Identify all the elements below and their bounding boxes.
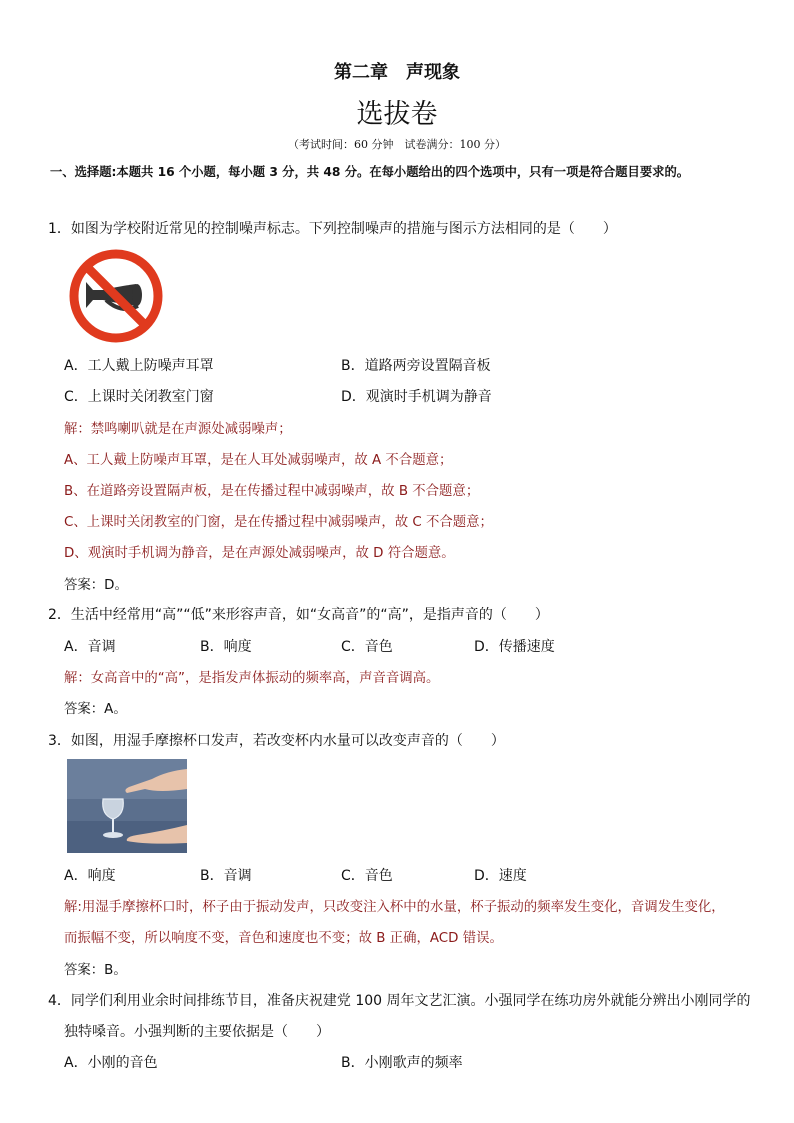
q3-answer: 答案：B。: [64, 963, 127, 978]
wine-glass-photo: [67, 759, 187, 853]
q4-stem-line: 4．同学们利用业余时间排练节目，准备庆祝建党 100 周年文艺汇演。小强同学在练功房外就能分辨出小刚同学的: [48, 993, 751, 1009]
q1-solution-line: A、工人戴上防噪声耳罩，是在人耳处减弱噪声，故 A 不合题意；: [64, 453, 453, 468]
q3-option-b: B．音调: [200, 868, 252, 884]
q4-option-b: B．小刚歌声的频率: [341, 1055, 463, 1071]
q3-option-c: C．音色: [341, 868, 393, 884]
q3-stem: 3．如图，用湿手摩擦杯口发声，若改变杯内水量可以改变声音的（ ）: [48, 733, 505, 749]
exam-meta: （考试时间：60 分钟 试卷满分：100 分）: [288, 138, 506, 151]
q3-option-a: A．响度: [64, 868, 116, 884]
q1-solution-line: 解：禁鸣喇叭就是在声源处减弱噪声；: [64, 422, 292, 437]
q3-option-d: D．速度: [474, 868, 527, 884]
q1-option-b: B．道路两旁设置隔音板: [341, 358, 491, 374]
q2-stem: 2．生活中经常用“高”“低”来形容声音，如“女高音”的“高”，是指声音的（ ）: [48, 607, 549, 623]
section-intro: 一、选择题:本题共 16 个小题，每小题 3 分，共 48 分。在每小题给出的四个选项中，只有一项是符合题目要求的。: [50, 165, 690, 179]
q2-answer: 答案：A。: [64, 702, 127, 717]
q3-solution-line: 解:用湿手摩擦杯口时，杯子由于振动发声，只改变注入杯中的水量，杯子振动的频率发生变化，音调发生变化，: [64, 900, 725, 915]
chapter-title: 第二章 声现象: [334, 62, 460, 83]
q2-option-d: D．传播速度: [474, 639, 555, 655]
q1-answer: 答案：D。: [64, 578, 128, 593]
q1-solution-line: B、在道路旁设置隔声板，是在传播过程中减弱噪声，故 B 不合题意；: [64, 484, 480, 499]
q2-option-a: A．音调: [64, 639, 116, 655]
q1-stem: 1．如图为学校附近常见的控制噪声标志。下列控制噪声的措施与图示方法相同的是（ ）: [48, 221, 617, 237]
q4-stem-line: 独特嗓音。小强判断的主要依据是（ ）: [64, 1024, 330, 1040]
no-honking-sign-icon: [66, 246, 166, 346]
q2-solution-line: 解：女高音中的“高”，是指发声体振动的频率高，声音音调高。: [64, 671, 440, 686]
exam-subtitle: 选拔卷: [356, 99, 438, 130]
q1-option-c: C．上课时关闭教室门窗: [64, 389, 214, 405]
q2-option-c: C．音色: [341, 639, 393, 655]
q1-option-a: A．工人戴上防噪声耳罩: [64, 358, 214, 374]
q1-option-d: D．观演时手机调为静音: [341, 389, 492, 405]
q2-option-b: B．响度: [200, 639, 252, 655]
q3-solution-line: 而振幅不变，所以响度不变，音色和速度也不变；故 B 正确，ACD 错误。: [64, 931, 503, 946]
q1-solution-line: C、上课时关闭教室的门窗，是在传播过程中减弱噪声，故 C 不合题意；: [64, 515, 493, 530]
q1-solution-line: D、观演时手机调为静音，是在声源处减弱噪声，故 D 符合题意。: [64, 546, 455, 561]
q4-option-a: A．小刚的音色: [64, 1055, 158, 1071]
